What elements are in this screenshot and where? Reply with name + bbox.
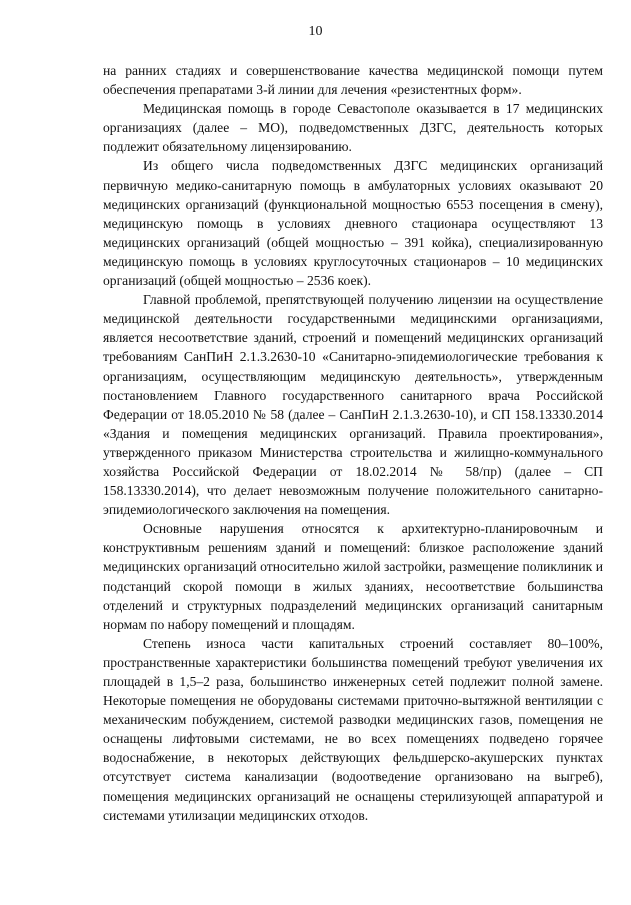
paragraph-licensing-problem: Главной проблемой, препятствующей получению лицензии на осуществление медицинской деятельности государственными медицинскими организациями, является несоответствие зданий, строений и помещений медицинских организаций требованиям СанПиН 2.1.3.2630-10 «Санитарно-эпидемиологические требования к организациям, осуществляющим медицинскую деятельность», утвержденным постановлением Главного государственного санитарного врача Российской Федерации от 18.05.2010 № 58 (далее – СанПиН 2.1.3.2630-10), и СП 158.13330.2014 «Здания и помещения медицинских организаций. Правила проектирования», утвержденного приказом Министерства строительства и жилищно-коммунального хозяйства Российской Федерации от 18.02.2014 № 58/пр) (далее – СП 158.13330.2014), что делает невозможным получение положительного санитарно-эпидемиологического заключения на помещения. <box>103 292 603 518</box>
paragraph-building-wear: Степень износа части капитальных строений составляет 80–100%, пространственные характеристики большинства помещений требуют увеличения их площадей в 1,5–2 раза, большинство инженерных сетей подлежит полной замене. Некоторые помещения не оборудованы системами приточно-вытяжной вентиляции с механическим побуждением, системой разводки медицинских газов, помещения не оснащены лифтовыми системами, не во всех помещениях подведено горячее водоснабжение, в некоторых действующих фельдшерско-акушерских пунктах отсутствует система канализации (водоотведение организовано на выгреб), помещения медицинских организаций не оснащены стерилизующей аппаратурой и системами утилизации медицинских отходов. <box>103 635 603 823</box>
document-body <box>103 61 603 825</box>
page-number: 10 <box>308 24 323 39</box>
paragraph-medical-care-sevastopol: Медицинская помощь в городе Севастополе оказывается в 17 медицинских организациях (далее – МО), подведомственных ДЗГС, деятельность которых подлежит обязательному лицензированию. <box>103 101 603 155</box>
paragraph-continuation: на ранних стадиях и совершенствование качества медицинской помощи путем обеспечения препаратами 3-й линии для лечения «резистентных форм». <box>103 63 603 98</box>
paragraph-main-violations: Основные нарушения относятся к архитектурно-планировочным и конструктивным решениям зданий и помещений: близкое расположение зданий медицинских организаций относительно жилой застройки, размещение поликлиник и подстанций скорой помощи в жилых зданиях, несоответствие большинства отделений и структурных подразделений медицинских организаций санитарным нормам по набору помещений и площадям. <box>103 521 603 632</box>
paragraph-primary-care-statistics: Из общего числа подведомственных ДЗГС медицинских организаций первичную медико-санитарную помощь в амбулаторных условиях оказывают 20 медицинских организаций (функциональной мощностью 6553 посещения в смену), медицинскую помощь в условиях дневного стационара осуществляют 13 медицинских организаций (общей мощностью – 391 койка), специализированную медицинскую помощь в условиях круглосуточных стационаров – 10 медицинских организаций (общей мощностью – 2536 коек). <box>103 158 603 289</box>
